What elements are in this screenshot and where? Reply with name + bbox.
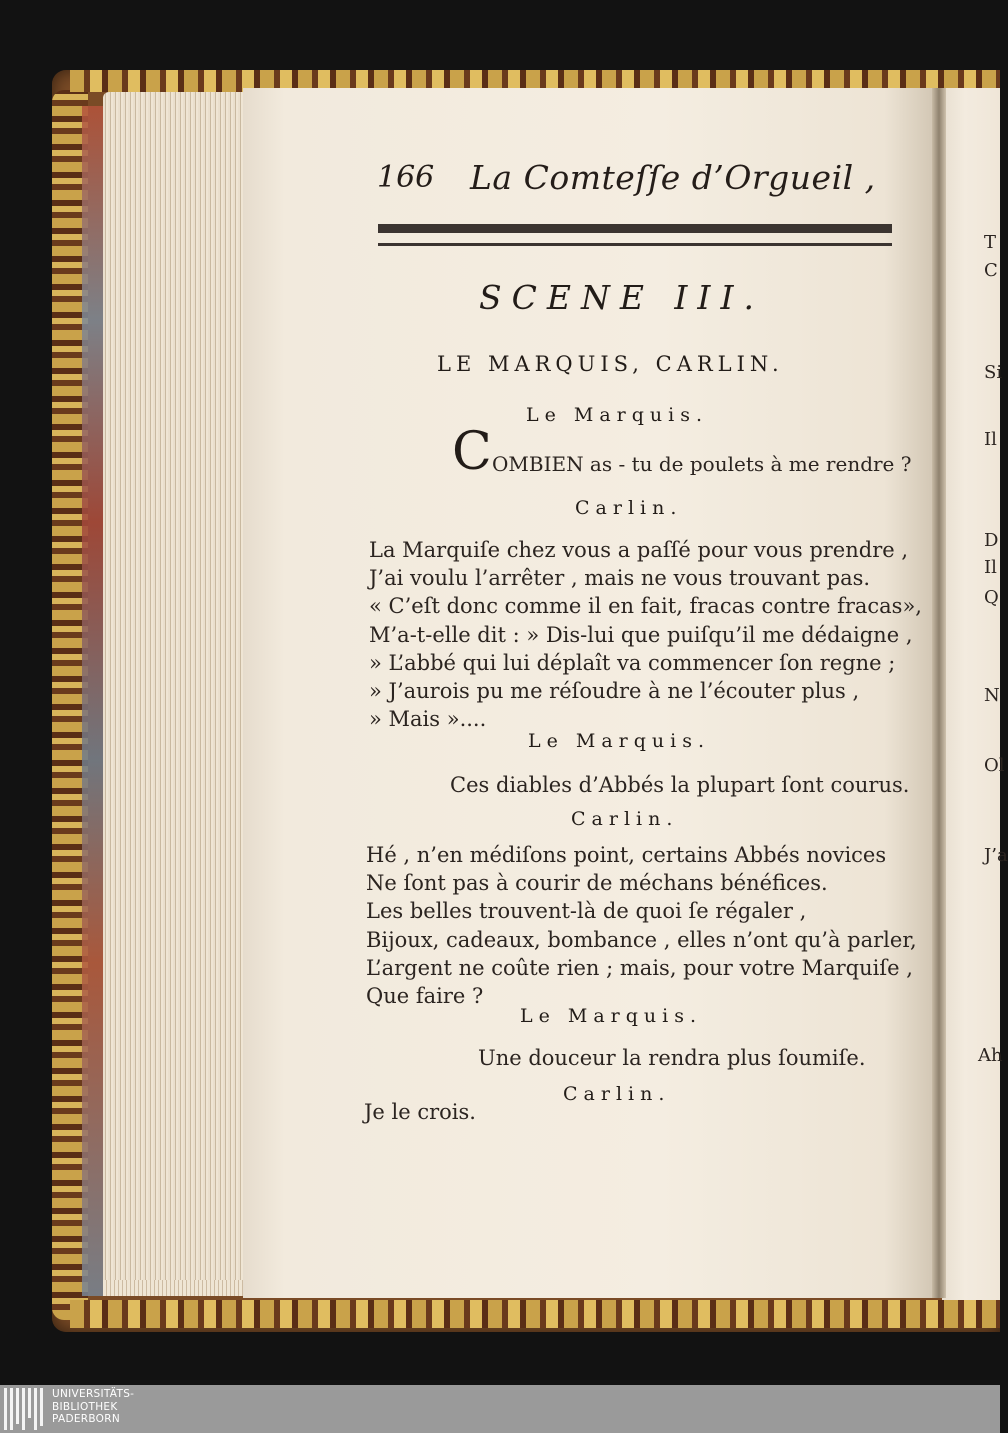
drop-capital: C: [452, 422, 492, 482]
speaker-label: Carlin.: [571, 808, 679, 830]
library-logo-icon: [4, 1388, 46, 1430]
library-name: [52, 1388, 134, 1426]
facing-page-fragment: Il: [984, 429, 997, 450]
verse-line: Hé , n’en médiſons point, certains Abbés novices: [366, 843, 887, 867]
facing-page-fragment: J’a: [984, 845, 1008, 866]
facing-page-fragment: Ol: [984, 755, 1005, 776]
page-number: 166: [377, 160, 435, 195]
verse-line: » J’aurois pu me réſoudre à ne l’écouter plus ,: [369, 679, 860, 704]
library-name-line: PADERBORN: [52, 1413, 120, 1425]
speaker-label: Le Marquis.: [528, 730, 711, 752]
library-name-line: UNIVERSITÄTS-: [52, 1388, 135, 1400]
verse-line: M’a-t-elle dit : » Dis-lui que puiſqu’il me dédaigne ,: [369, 622, 913, 647]
facing-page-fragment: C: [984, 260, 998, 281]
dialogue-line: Ces diables d’Abbés la plupart ſont courus.: [450, 773, 910, 797]
scene-title: SCENE III.: [479, 278, 764, 317]
verse-line: L’argent ne coûte rien ; mais, pour votre Marquiſe ,: [366, 955, 913, 980]
page-edges-bottom: [103, 1280, 253, 1296]
speaker-label: Carlin.: [563, 1083, 671, 1105]
page-edges: [103, 92, 243, 1292]
dialogue-line: OMBIEN as - tu de poulets à me rendre ?: [492, 452, 912, 476]
verse-line: » Mais »....: [369, 707, 487, 732]
facing-page-fragment: N: [984, 685, 1000, 706]
verse-line: Que faire ?: [366, 984, 484, 1009]
facing-page-fragment: Si: [984, 362, 1003, 383]
facing-page-fragment: T: [984, 232, 997, 253]
verse-block-2: [366, 841, 917, 1010]
page-gutter: [932, 88, 946, 1298]
speaker-label: Le Marquis.: [520, 1005, 703, 1027]
library-footer: [0, 1385, 1000, 1433]
verse-line: » L’abbé qui lui déplaît va commencer ſon regne ;: [369, 650, 896, 675]
verse-block-1: [369, 536, 922, 733]
speaker-label: Carlin.: [575, 497, 683, 519]
verse-line: J’ai voulu l’arrêter , mais ne vous trouvant pas.: [369, 566, 871, 591]
verse-line: La Marquiſe chez vous a paſſé pour vous prendre ,: [369, 538, 909, 562]
characters-list: LE MARQUIS, CARLIN.: [437, 352, 784, 376]
speaker-label: Le Marquis.: [526, 404, 709, 426]
facing-page-fragment: D: [984, 530, 999, 551]
header-rule-thick: [378, 224, 892, 233]
facing-page-fragment: Il: [984, 557, 997, 578]
verse-line: « C’eſt donc comme il en fait, fracas contre fracas»,: [369, 594, 922, 619]
verse-line: Ne ſont pas à courir de méchans bénéfices.: [366, 871, 828, 896]
running-title: La Comteſſe d’Orgueil ,: [470, 158, 876, 197]
verse-line: Les belles trouvent-là de quoi ſe régaler ,: [366, 899, 807, 924]
header-rule-thin: [378, 243, 892, 246]
facing-page-fragment: Q: [984, 587, 999, 608]
dialogue-line: Je le crois.: [364, 1100, 476, 1124]
library-name-line: BIBLIOTHEK: [52, 1400, 118, 1413]
verse-line: Bijoux, cadeaux, bombance , elles n’ont qu’à parler,: [366, 927, 917, 952]
dialogue-line: Une douceur la rendra plus ſoumiſe.: [478, 1046, 866, 1070]
facing-page-fragment: Ah: [978, 1045, 1003, 1066]
gilt-bottom-edge: [70, 1300, 1000, 1328]
